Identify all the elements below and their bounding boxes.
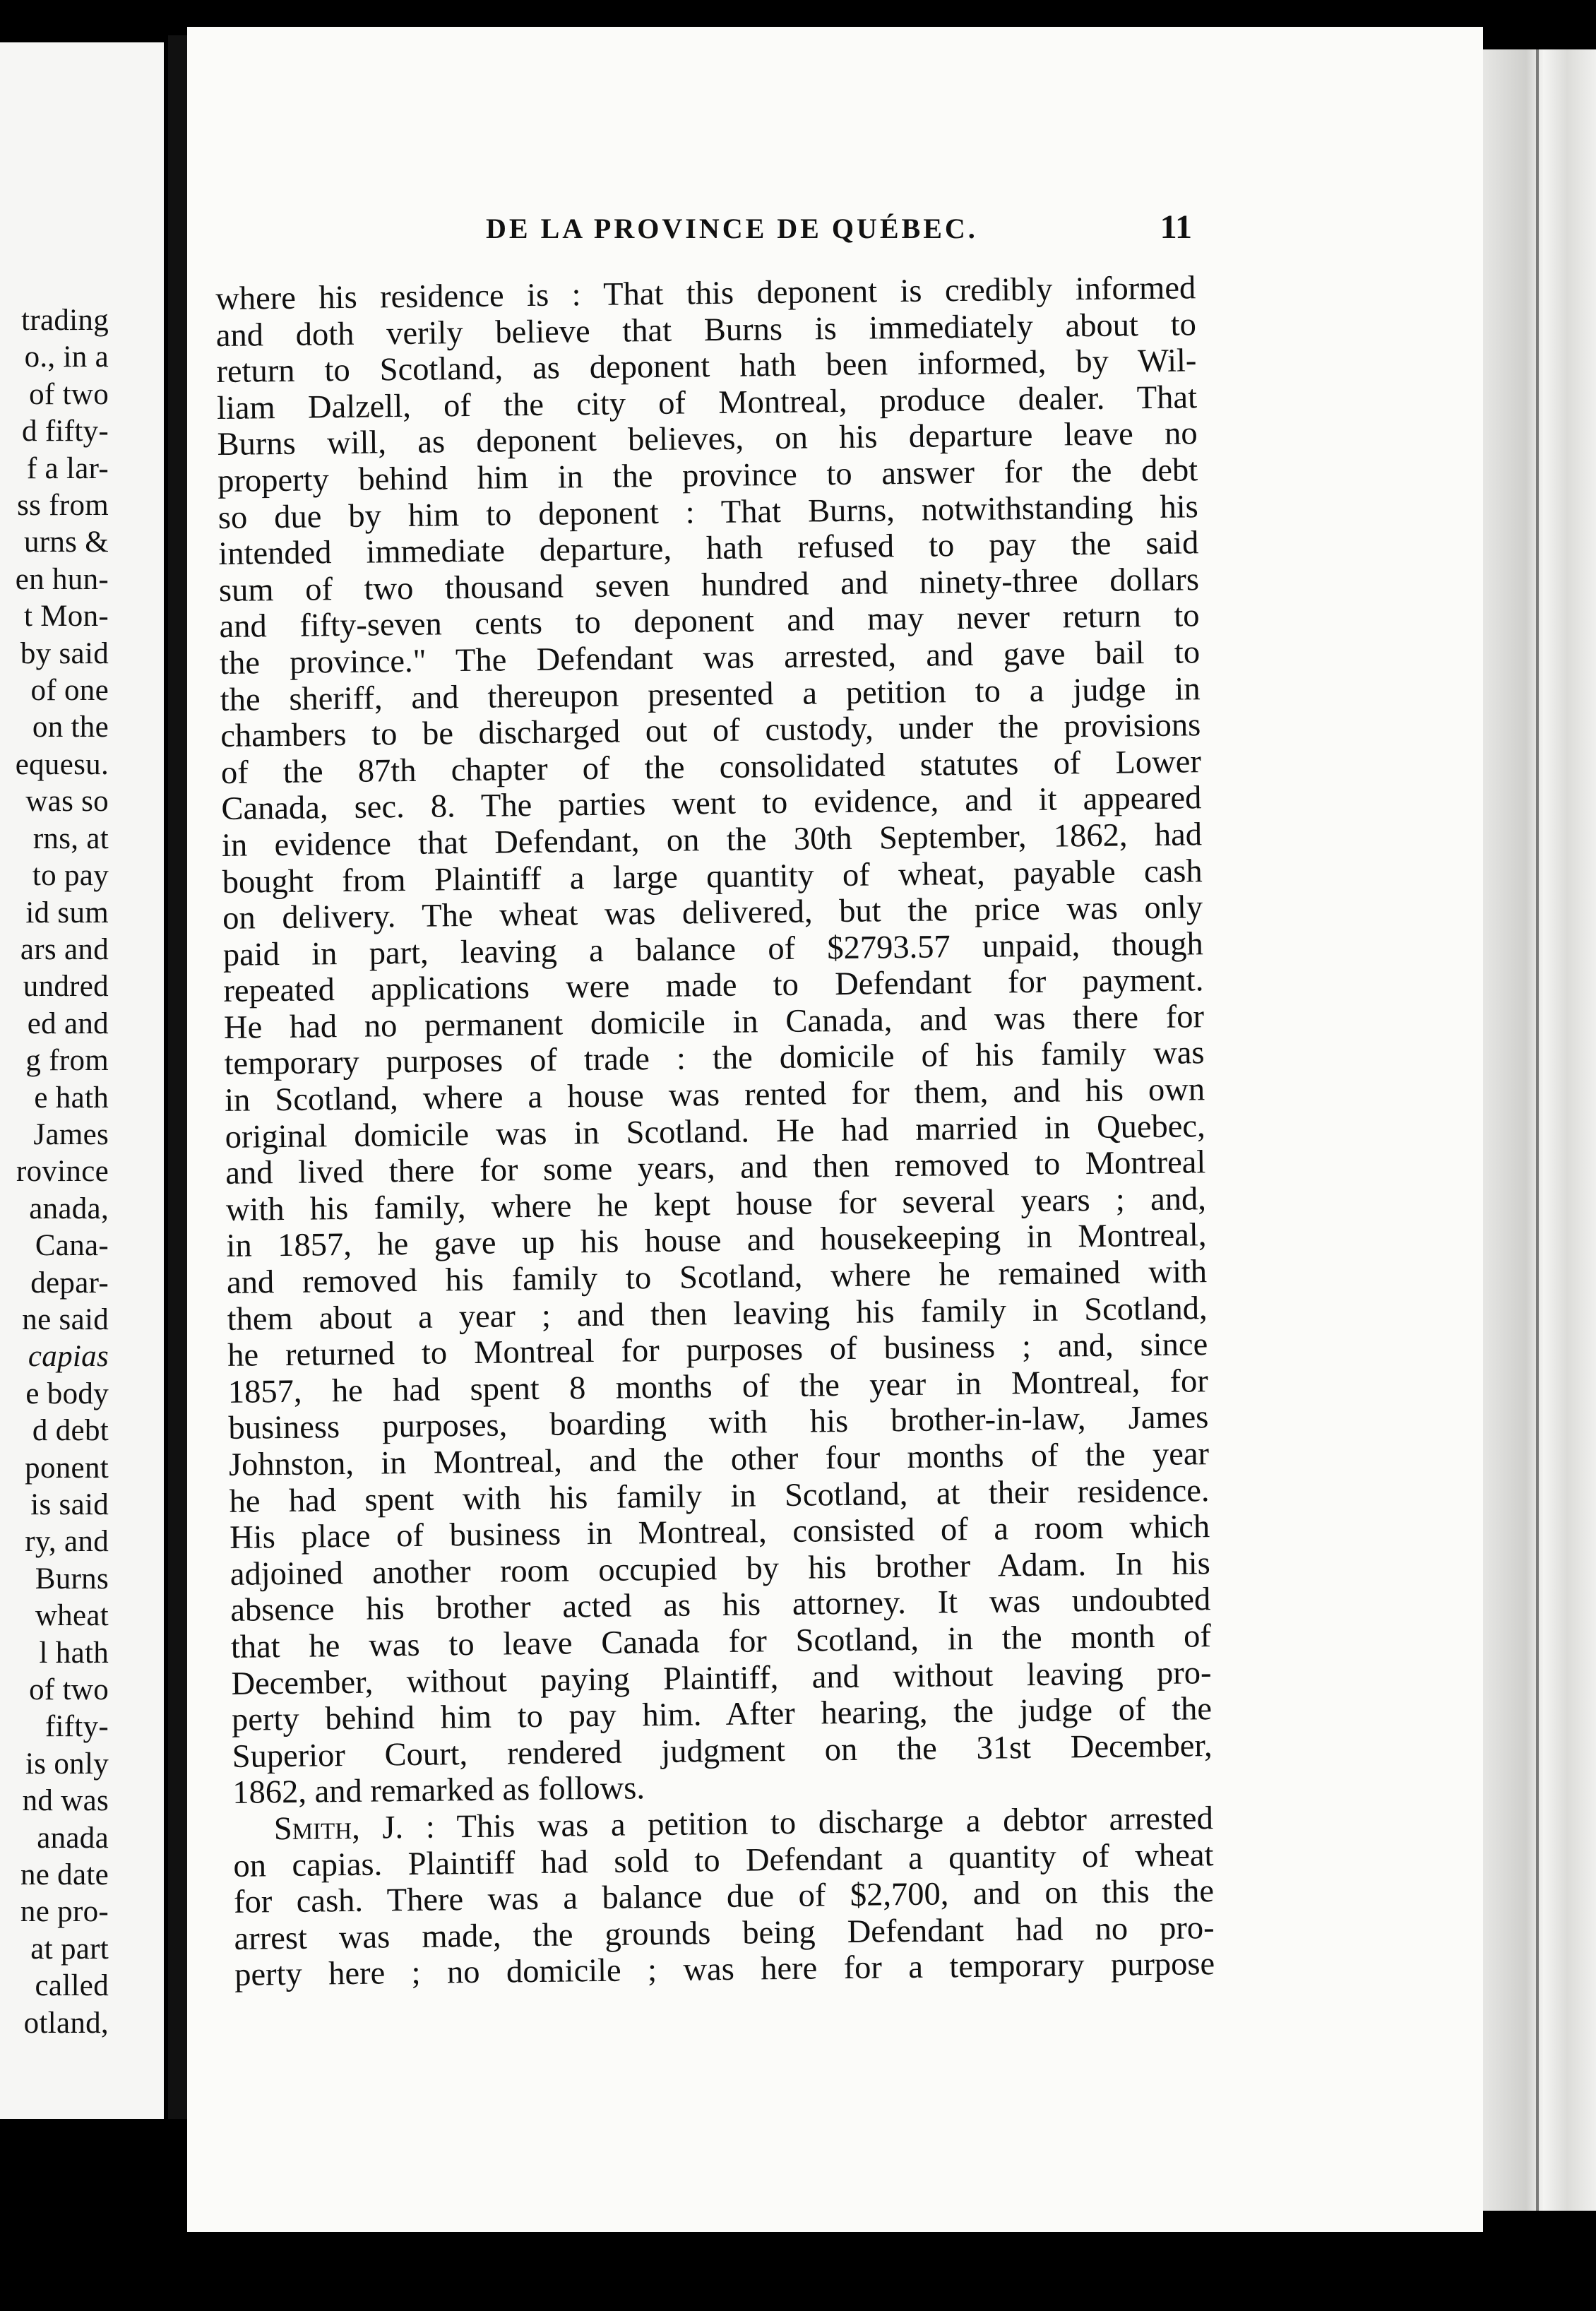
facing-page-line: f a lar- [26,451,109,485]
facing-page [0,42,164,2119]
text-line: His place of business in Montreal, consisted of a room which [229,1509,1210,1557]
facing-page-line: rovince [16,1155,109,1189]
facing-page-line: at part [30,1932,109,1966]
facing-page-line: ne said [22,1302,109,1336]
facing-page-line: ed and [27,1006,109,1040]
text-line: perty behind him to pay him. After hearing, the judge of the [231,1691,1213,1739]
text-line: adjoined another room occupied by his brother Adam. In his [230,1545,1210,1593]
text-line: repeated applications were made to Defendant for payment. [223,962,1204,1010]
facing-page-line: d fifty- [21,415,109,448]
facing-page-line: ars and [20,932,109,966]
facing-page-line: en hun- [15,562,109,596]
judgment-text: : This was a petition to discharge a debtor arrested [403,1800,1214,1846]
judgment-line: on capias. Plaintiff had sold to Defendant a quantity of wheat [233,1836,1214,1884]
text-line: temporary purposes of trade : the domicile of his family was [224,1035,1205,1083]
text-line: return to Scotland, as deponent hath been informed, by Wil- [216,343,1197,391]
judge-name: Smith, J. [273,1810,404,1848]
facing-page-line: rns, at [32,821,109,855]
facing-page-line: to pay [32,859,109,893]
text-line: bought from Plaintiff a large quantity of wheat, payable cash [222,852,1203,901]
facing-page-line: anada [37,1821,109,1855]
text-line: of the 87th chapter of the consolidated statutes of Lower [220,743,1202,791]
facing-page-line: trading [21,304,109,337]
text-line: he had spent with his family in Scotland, at their residence. [229,1472,1210,1520]
facing-page-line: g from [25,1044,109,1078]
facing-page-line: d debt [32,1414,109,1448]
facing-page-line: l hath [39,1636,109,1670]
text-line: 1862, and remarked as follows. [232,1770,645,1812]
facing-page-line: depar- [30,1266,109,1300]
text-line: where his residence is : That this deponent is credibly informed [215,270,1196,317]
facing-page-line: wheat [35,1599,109,1633]
text-line: December, without paying Plaintiff, and without leaving pro- [231,1654,1212,1702]
running-header [486,208,1192,254]
facing-page-line: Cana- [35,1229,109,1263]
text-line: He had no permanent domicile in Canada, and was there for [223,999,1205,1046]
text-line: the province." The Defendant was arrested, and gave bail to [219,634,1201,682]
facing-page-line: id sum [25,896,109,929]
text-line: sum of two thousand seven hundred and ninety-three dollars [218,561,1200,609]
facing-page-line: nd was [22,1784,109,1818]
facing-page-line: is only [25,1747,109,1781]
facing-page-line: fifty- [44,1710,109,1744]
text-line: business purposes, boarding with his brother-in-law, James [228,1399,1209,1447]
running-title: DE LA PROVINCE DE QUÉBEC. [486,213,978,244]
text-line: liam Dalzell, of the city of Montreal, produce dealer. That [216,379,1198,427]
text-line: in evidence that Defendant, on the 30th September, 1862, had [221,816,1203,864]
page-edges [1479,49,1596,2211]
text-line: and fifty-seven cents to deponent and may never return to [219,598,1200,646]
text-line: original domicile was in Scotland. He had married in Quebec, [225,1107,1205,1156]
text-line: Superior Court, rendered judgment on the 31st December, [232,1727,1213,1775]
facing-page-line: e body [25,1377,109,1410]
facing-page-line: ponent [25,1451,109,1485]
text-line: them about a year ; and then leaving his family in Scotland, [227,1290,1208,1338]
text-line: that he was to leave Canada for Scotland, in the month of [230,1618,1212,1665]
facing-page-line: urns & [23,525,109,559]
text-line: 1857, he had spent 8 months of the year in Montreal, for [227,1362,1209,1410]
facing-page-line: Burns [35,1562,109,1596]
text-line: and doth verily believe that Burns is immediately about to [215,306,1197,354]
facing-page-line: by said [20,636,109,670]
gutter [168,35,189,2119]
facing-page-line: undred [23,970,109,1004]
text-line: with his family, where he kept house for several years ; and, [225,1181,1207,1228]
facing-page-line: of one [30,674,109,708]
text-line: intended immediate departure, hath refused to pay the said [218,525,1199,573]
facing-page-line: equesu. [15,747,109,781]
facing-page-line: is said [30,1488,109,1521]
facing-page-line: James [33,1117,109,1151]
text-line: chambers to be discharged out of custody, under the provisions [220,707,1201,755]
text-line: in 1857, he gave up his house and housekeeping in Montreal, [226,1217,1207,1265]
judgment-line: for cash. There was a balance due of $2,700, and on this the [233,1873,1215,1920]
facing-page-line: ss from [17,489,109,523]
facing-page-line: called [35,1969,109,2003]
facing-page-line: t Mon- [23,600,109,634]
facing-page-line: capias [28,1340,109,1374]
facing-page-line: ne date [20,1858,109,1892]
text-line: in Scotland, where a house was rented for them, and his own [224,1071,1205,1119]
facing-page-line: anada, [29,1192,109,1225]
text-line: and lived there for some years, and then removed to Montreal [225,1144,1206,1192]
facing-page-line: of two [29,377,109,411]
facing-page-line: otland, [23,2006,109,2040]
text-line: Johnston, in Montreal, and the other four months of the year [228,1436,1210,1483]
text-line: and removed his family to Scotland, where he remained with [226,1254,1208,1301]
facing-page-line: was so [25,785,109,819]
facing-page-line: of two [29,1673,109,1707]
facing-page-text-fragments [0,302,109,2042]
text-line: on delivery. The wheat was delivered, but the price was only [222,889,1203,937]
text-line: Canada, sec. 8. The parties went to evidence, and it appeared [221,780,1202,828]
text-line: he returned to Montreal for purposes of business ; and, since [227,1326,1208,1374]
page-number: 11 [1160,208,1192,246]
text-line: so due by him to deponent : That Burns, notwithstanding his [218,488,1199,536]
judgment-line: perty here ; no domicile ; was here for a temporary purpose [234,1946,1215,1994]
text-line: paid in part, leaving a balance of $2793.57 unpaid, though [222,925,1204,973]
text-line: the sheriff, and thereupon presented a petition to a judge in [220,670,1201,718]
text-line: property behind him in the province to answer for the debt [217,452,1198,499]
facing-page-line: on the [32,711,109,744]
page-body [215,270,1215,1993]
facing-page-line: ne pro- [20,1895,109,1929]
facing-page-line: ry, and [25,1525,109,1559]
text-line: Burns will, as deponent believes, on his departure leave no [217,415,1198,463]
facing-page-line: e hath [34,1081,109,1115]
facing-page-line: o., in a [24,340,109,374]
text-line: absence his brother acted as his attorney. It was undoubted [230,1581,1211,1629]
judgment-line: arrest was made, the grounds being Defendant had no pro- [234,1909,1215,1957]
